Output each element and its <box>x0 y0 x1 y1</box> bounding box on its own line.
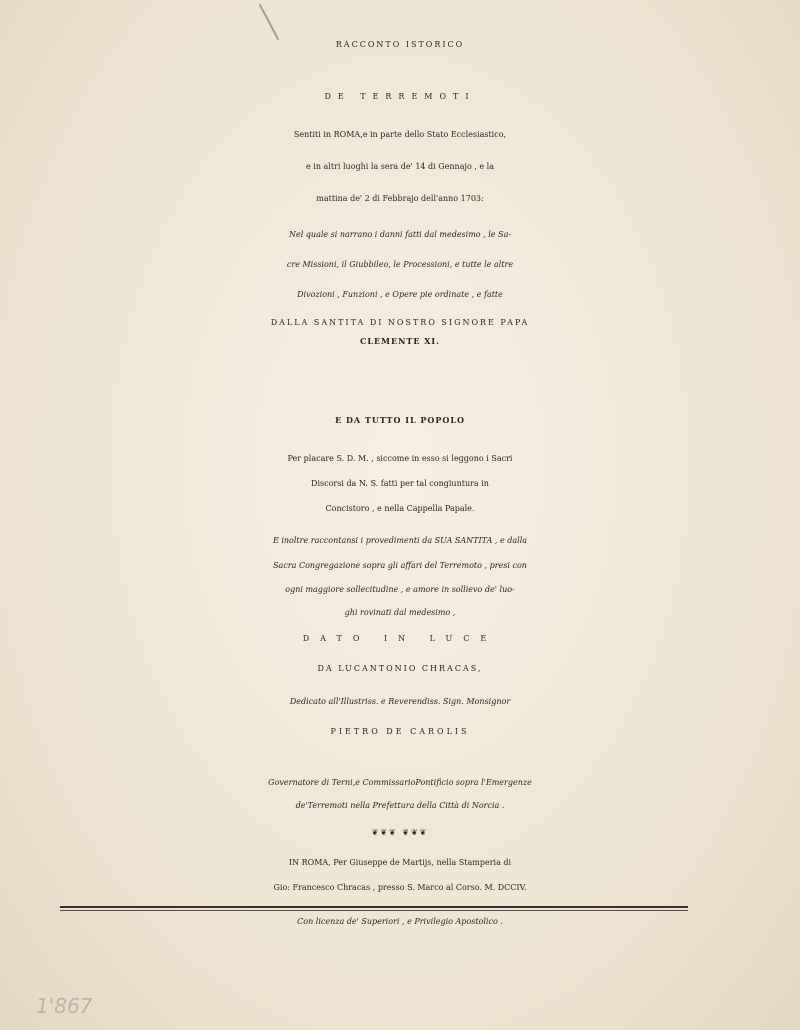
intro-line-2: e in altri luoghi la sera de' 14 di Gennajo , e la <box>305 162 495 171</box>
printer-name: DA LUCANTONIO CHRACAS, <box>317 664 483 673</box>
italic-intro-line-1: Nel quale si narrano i danni fatti dal medesimo , le Sa- <box>288 230 512 239</box>
double-rule-top <box>60 906 688 908</box>
licenza-line: Con licenza de' Superiori , e Privilegio Apostolico . <box>297 917 503 926</box>
pope-name-heading: CLEMENTE XI. <box>360 336 440 346</box>
intro-line-1: Sentiti in ROMA,e in parte dello Stato Ecclesiastico, <box>293 130 507 139</box>
popolo-heading: E DA TUTTO IL POPOLO <box>335 415 465 425</box>
placare-line-3: Concistoro , e nella Cappella Papale. <box>325 504 475 513</box>
subtitle-de-terremoti: DE TERREMOTI <box>324 92 476 101</box>
dalla-santita-line: DALLA SANTITA DI NOSTRO SIGNORE PAPA <box>270 318 530 327</box>
main-title: RACCONTO ISTORICO <box>335 40 465 49</box>
intro-line-3: mattina de' 2 di Febbrajo dell'anno 1703: <box>316 194 484 203</box>
dedication-line: Dedicato all'Illustriss. e Reverendiss. Sign. Monsignor <box>289 697 511 706</box>
governatore-line-2: de'Terremoti nella Prefettura della Città di Norcia . <box>295 801 505 810</box>
italic-intro-line-3: Divozioni , Funzioni , e Opere pie ordinate , e fatte <box>297 290 503 299</box>
italic-intro-line-2: cre Missioni, il Giubbileo, le Processioni, e tutte le altre <box>286 260 514 269</box>
inoltre-line-2: Sacra Congregazione sopra gli affari del Terremoto , presi con <box>273 561 527 570</box>
dedicatee-name: PIETRO DE CAROLIS <box>330 727 470 736</box>
imprint-line-2: Gio: Francesco Chracas , presso S. Marco al Corso. M. DCCIV. <box>273 883 527 892</box>
dato-in-luce: DATO IN LUCE <box>302 634 498 643</box>
pencil-catalog-note: 1'867 <box>36 994 93 1018</box>
fleuron-ornament-icon: ❦❦❦ ❦❦❦ <box>371 828 429 837</box>
inoltre-line-1: E inoltre raccontansi i provedimenti da SUA SANTITA , e dalla <box>272 536 528 545</box>
governatore-line-1: Governatore di Terni,e CommissarioPontificio sopra l'Emergenze <box>268 778 532 787</box>
inoltre-line-3: ogni maggiore sollecitudine , e amore in sollievo de' luo- <box>285 585 515 594</box>
imprint-line-1: IN ROMA, Per Giuseppe de Martijs, nella Stamperia di <box>288 858 512 867</box>
placare-line-2: Discorsi da N. S. fatti per tal congiuntura in <box>311 479 489 488</box>
paper-scratch-mark <box>259 4 280 40</box>
inoltre-line-4: ghi rovinati dal medesimo , <box>344 608 456 617</box>
placare-line-1: Per placare S. D. M. , siccome in esso si leggono i Sacri <box>287 454 513 463</box>
double-rule-bottom <box>60 910 688 911</box>
